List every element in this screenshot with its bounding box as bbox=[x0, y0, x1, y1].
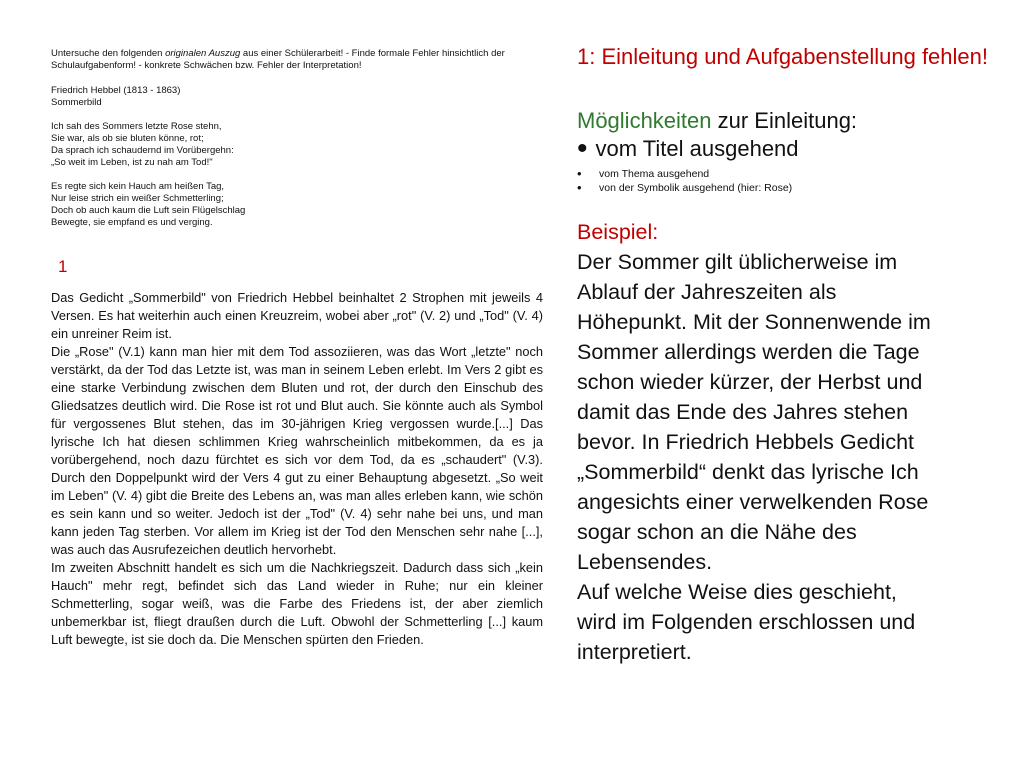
bullet-icon: • bbox=[577, 166, 582, 181]
intro-heading-rest: zur Einleitung: bbox=[711, 108, 858, 133]
list-item bbox=[577, 167, 1007, 181]
sub-bullet-text: vom Thema ausgehend bbox=[599, 168, 710, 180]
poem-line: Bewegte, sie empfand es und verging. bbox=[51, 217, 213, 228]
essay-paragraph: Im zweiten Abschnitt handelt es sich um die Nachkriegszeit. Dadurch dass sich „kein Hauch" mehr regt, befindet sich das Land wieder in Ruhe; nur ein kleiner Schmetterling, sogar weiß, was die Farbe des Friedens ist, der aber ziemlich unbemerkbar ist, fliegt draußen durch die Luft. Obwohl der Schmetterling [...] kaum Luft bewegte, ist sie doch da. Die Menschen spürten den Frieden. bbox=[51, 560, 543, 647]
bullet-icon: • bbox=[577, 132, 588, 165]
list-item bbox=[577, 181, 1007, 195]
sub-bullet-text: von der Symbolik ausgehend (hier: Rose) bbox=[599, 182, 793, 194]
intro-heading bbox=[577, 106, 1007, 135]
poem-line: Da sprach ich schaudernd im Vorübergehn: bbox=[51, 145, 234, 156]
poem-stanza-1 bbox=[51, 121, 543, 169]
example-line: Lebensendes. bbox=[577, 550, 713, 574]
example-block bbox=[577, 217, 1007, 667]
section-number: 1 bbox=[58, 257, 68, 276]
essay-paragraph: Die „Rose" (V.1) kann man hier mit dem Tod assoziieren, was das Wort „letzte" noch verstärkt, da der Tod das Letzte ist, was man in seinem Leben erlebt. Im Vers 2 gibt es eine starke Verbindung zwischen dem Bluten und rot, der durch den Einschub des Gliedsatzes deutlich wird. Die Rose ist rot und Blut auch. Sie könnte auch als Symbol für vergossenes Blut stehen, das im 30-jährigen Krieg vergossen wurde.[...] Das lyrische Ich hat diesen schlimmen Krieg wahrscheinlich mitbekommen, da es ja vorübergehend, noch dazu fürchtet es sich vor dem Tod, da es „schaudert" (V.3). Durch den Doppelpunkt wird der Vers 4 gut zu einer Behauptung abgesetzt. „So weit im Leben" (V. 4) gibt die Breite des Lebens an, was man alles erleben kann, wie schön es sein kann und so weiter. Jedoch ist der „Tod" (V. 4) sehr nahe bei uns, und man kann jeden Tag sterben. Vor allem im Krieg ist der Tod den Menschen sehr nahe [...], was auch das Ausrufezeichen deutlich hervorhebt. bbox=[51, 344, 543, 557]
task-text-end: aus einer Schülerarbeit! - Finde formale Fehler hinsichtlich der Schulaufgabenform! - konkrete Schwächen bzw. Fehler der Interpretation! bbox=[51, 48, 505, 71]
example-line: Höhepunkt. Mit der Sonnenwende im bbox=[577, 310, 931, 334]
poem-header bbox=[51, 85, 543, 109]
example-line: damit das Ende des Jahres stehen bbox=[577, 400, 909, 424]
example-line: Auf welche Weise dies geschieht, bbox=[577, 580, 897, 604]
poem-line: Ich sah des Sommers letzte Rose stehn, bbox=[51, 121, 222, 132]
intro-highlight: Möglichkeiten bbox=[577, 108, 712, 133]
task-instructions bbox=[51, 48, 543, 72]
poem-author: Friedrich Hebbel (1813 - 1863) bbox=[51, 85, 181, 96]
poem-line: Doch ob auch kaum die Luft sein Flügelschlag bbox=[51, 205, 246, 216]
sub-bullet-list bbox=[577, 167, 1007, 195]
poem-line: „So weit im Leben, ist zu nah am Tod!" bbox=[51, 157, 213, 168]
task-text-italic: originalen Auszug bbox=[165, 48, 241, 59]
example-line: sogar schon an die Nähe des bbox=[577, 520, 857, 544]
left-column bbox=[51, 48, 543, 649]
student-essay bbox=[51, 289, 543, 649]
poem-stanza-2 bbox=[51, 181, 543, 229]
poem-title: Sommerbild bbox=[51, 97, 102, 108]
main-bullet-text: vom Titel ausgehend bbox=[595, 136, 799, 161]
example-line: wird im Folgenden erschlossen und bbox=[577, 610, 916, 634]
example-line: bevor. In Friedrich Hebbels Gedicht bbox=[577, 430, 914, 454]
example-line: interpretiert. bbox=[577, 640, 692, 664]
example-line: angesichts einer verwelkenden Rose bbox=[577, 490, 929, 514]
essay-paragraph: Das Gedicht „Sommerbild" von Friedrich Hebbel beinhaltet 2 Strophen mit jeweils 4 Versen. Es hat weiterhin auch einen Kreuzreim, wobei aber „rot" (V. 2) und „Tod" (V. 4) ein unreiner Reim ist. bbox=[51, 290, 543, 341]
example-line: „Sommerbild“ denkt das lyrische Ich bbox=[577, 460, 919, 484]
example-line: Ablauf der Jahreszeiten als bbox=[577, 280, 837, 304]
main-bullet bbox=[577, 132, 1007, 165]
example-label: Beispiel: bbox=[577, 220, 659, 244]
poem-line: Sie war, als ob sie bluten könne, rot; bbox=[51, 133, 204, 144]
correction-title: 1: Einleitung und Aufgabenstellung fehlen! bbox=[577, 44, 988, 69]
bullet-icon: • bbox=[577, 180, 582, 195]
task-text-start: Untersuche den folgenden bbox=[51, 48, 166, 59]
poem-line: Nur leise strich ein weißer Schmetterling; bbox=[51, 193, 224, 204]
example-line: schon wieder kürzer, der Herbst und bbox=[577, 370, 923, 394]
example-line: Der Sommer gilt üblicherweise im bbox=[577, 250, 898, 274]
example-line: Sommer allerdings werden die Tage bbox=[577, 340, 920, 364]
poem-line: Es regte sich kein Hauch am heißen Tag, bbox=[51, 181, 225, 192]
right-column bbox=[577, 42, 1007, 667]
